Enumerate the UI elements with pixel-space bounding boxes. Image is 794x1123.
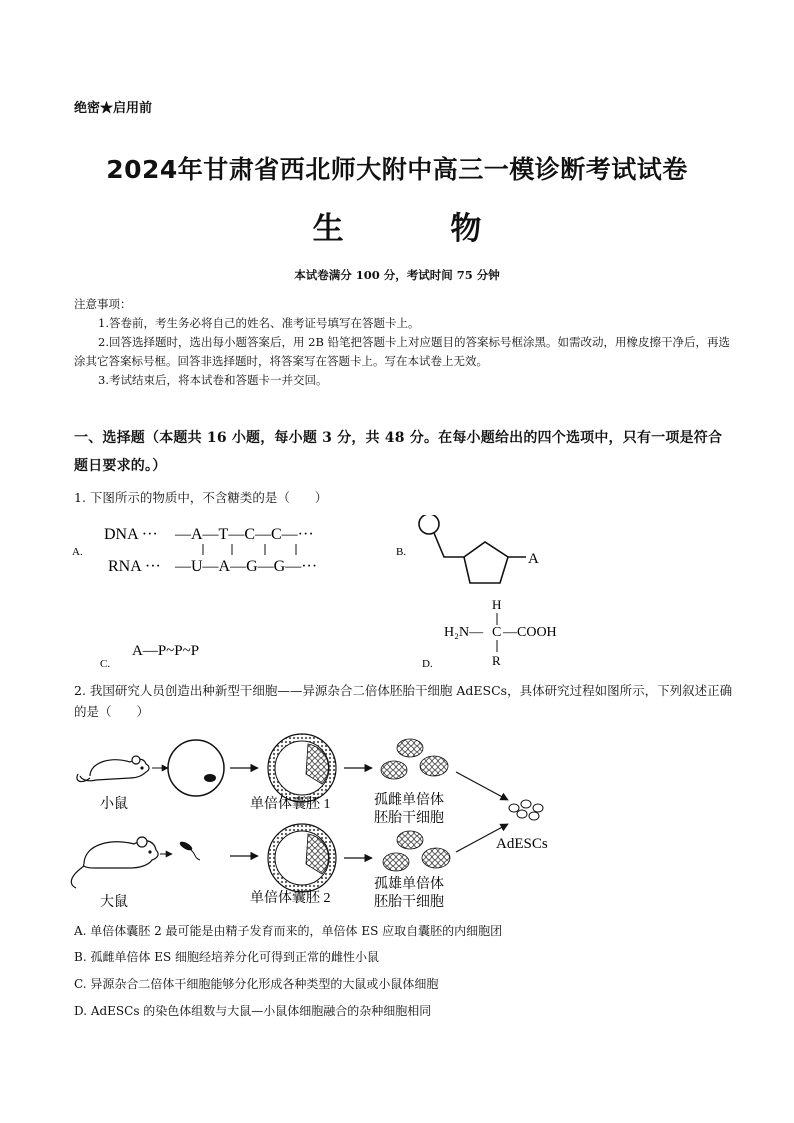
female-es-label-1: 孤雌单倍体 [374, 793, 444, 808]
male-es-label-2: 胚胎干细胞 [374, 895, 444, 910]
phosphate-linker [434, 533, 464, 557]
blastocyst-1-icon [268, 734, 336, 802]
option-c-label: C. [100, 658, 111, 670]
q2-option-c: C. 异源杂合二倍体干细胞能够分化形成各种类型的大鼠或小鼠体细胞 [74, 977, 439, 991]
question-1-stem: 1. 下图所示的物质中，不含糖类的是（ ） [74, 490, 328, 505]
mouse-label: 小鼠 [100, 797, 128, 812]
blastocyst-2-icon [268, 824, 336, 892]
amino-acid-r: R [492, 653, 501, 668]
dna-sequence: —A—T—C—C—··· [175, 526, 314, 543]
notes-block [74, 295, 734, 390]
female-es-label-2: 胚胎干细胞 [374, 811, 444, 826]
option-d-label: D. [422, 658, 433, 670]
section-heading: 一、选择题（本题共 16 小题，每小题 3 分，共 48 分。在每小题给出的四个选项中，只有一项是符合题日要求的。） [74, 430, 723, 474]
q2-option-a: A. 单倍体囊胚 2 最可能是由精子发育而来的，单倍体 ES 应取自囊胚的内细胞团 [74, 924, 503, 938]
question-1-figure [60, 515, 660, 675]
blastocyst-1-label: 单倍体囊胚 1 [250, 797, 331, 812]
pentose-ring [464, 542, 508, 583]
amino-acid-center: C [492, 625, 502, 640]
option-a-label: A. [72, 546, 83, 558]
sperm-icon [178, 840, 200, 860]
note-item: 3.考试结束后，将本试卷和答题卡一并交回。 [98, 373, 328, 387]
male-es-cells-icon [383, 831, 450, 871]
exam-info: 本试卷满分 100 分，考试时间 75 分钟 [294, 268, 500, 282]
note-item: 2.回答选择题时，选出每小题答案后，用 2B 铅笔把答题卡上对应题目的答案标号框涂黑。如需改动，用橡皮擦干净后，再选涂其它答案标号框。回答非选择题时，将答案写在答题卡上。写在本试卷上无效。 [74, 335, 731, 368]
nucleotide-structure [419, 515, 526, 583]
amino-acid-right: —COOH [503, 625, 557, 640]
note-item: 1.答卷前，考生务必将自己的姓名、准考证号填写在答题卡上。 [98, 316, 420, 330]
egg-cell-icon [168, 740, 224, 796]
question-2-figure [60, 728, 660, 920]
base-pair-bonds [203, 544, 296, 555]
phosphate-circle [419, 515, 439, 534]
atp-formula: A—P~P~P [132, 643, 200, 659]
amino-acid-h: H [492, 597, 502, 612]
confidential-label: 绝密★启用前 [74, 101, 153, 116]
rna-sequence: —U—A—G—G—··· [175, 558, 318, 575]
q2-option-d: D. AdESCs 的染色体组数与大鼠—小鼠体细胞融合的杂种细胞相同 [74, 1004, 432, 1018]
mouse-icon [77, 756, 149, 781]
exam-title: 2024年甘肃省西北师大附中高三一模诊断考试试卷 [106, 155, 688, 184]
subject-title: 生 物 [312, 211, 530, 247]
rat-icon [71, 837, 158, 888]
adescs-cells-icon [509, 800, 543, 820]
notes-heading: 注意事项： [74, 297, 132, 311]
question-2-stem: 2. 我国研究人员创造出种新型干细胞——异源杂合二倍体胚胎干细胞 AdESCs，具体研究过程如图所示，下列叙述正确的是（ ） [74, 683, 733, 719]
dna-label: DNA ··· [104, 526, 158, 543]
option-b-label: B. [396, 546, 407, 558]
rna-label: RNA ··· [108, 558, 161, 575]
adescs-label: AdESCs [496, 836, 548, 852]
q2-option-b: B. 孤雌单倍体 ES 细胞经培养分化可得到正常的雌性小鼠 [74, 950, 380, 964]
female-es-cells-icon [381, 739, 448, 779]
male-es-label-1: 孤雄单倍体 [374, 877, 444, 892]
rat-label: 大鼠 [100, 895, 128, 910]
arrow [456, 772, 508, 800]
nucleotide-base: A [528, 551, 539, 567]
amino-acid-left: H₂N— [444, 625, 484, 640]
blastocyst-2-label: 单倍体囊胚 2 [250, 891, 331, 906]
